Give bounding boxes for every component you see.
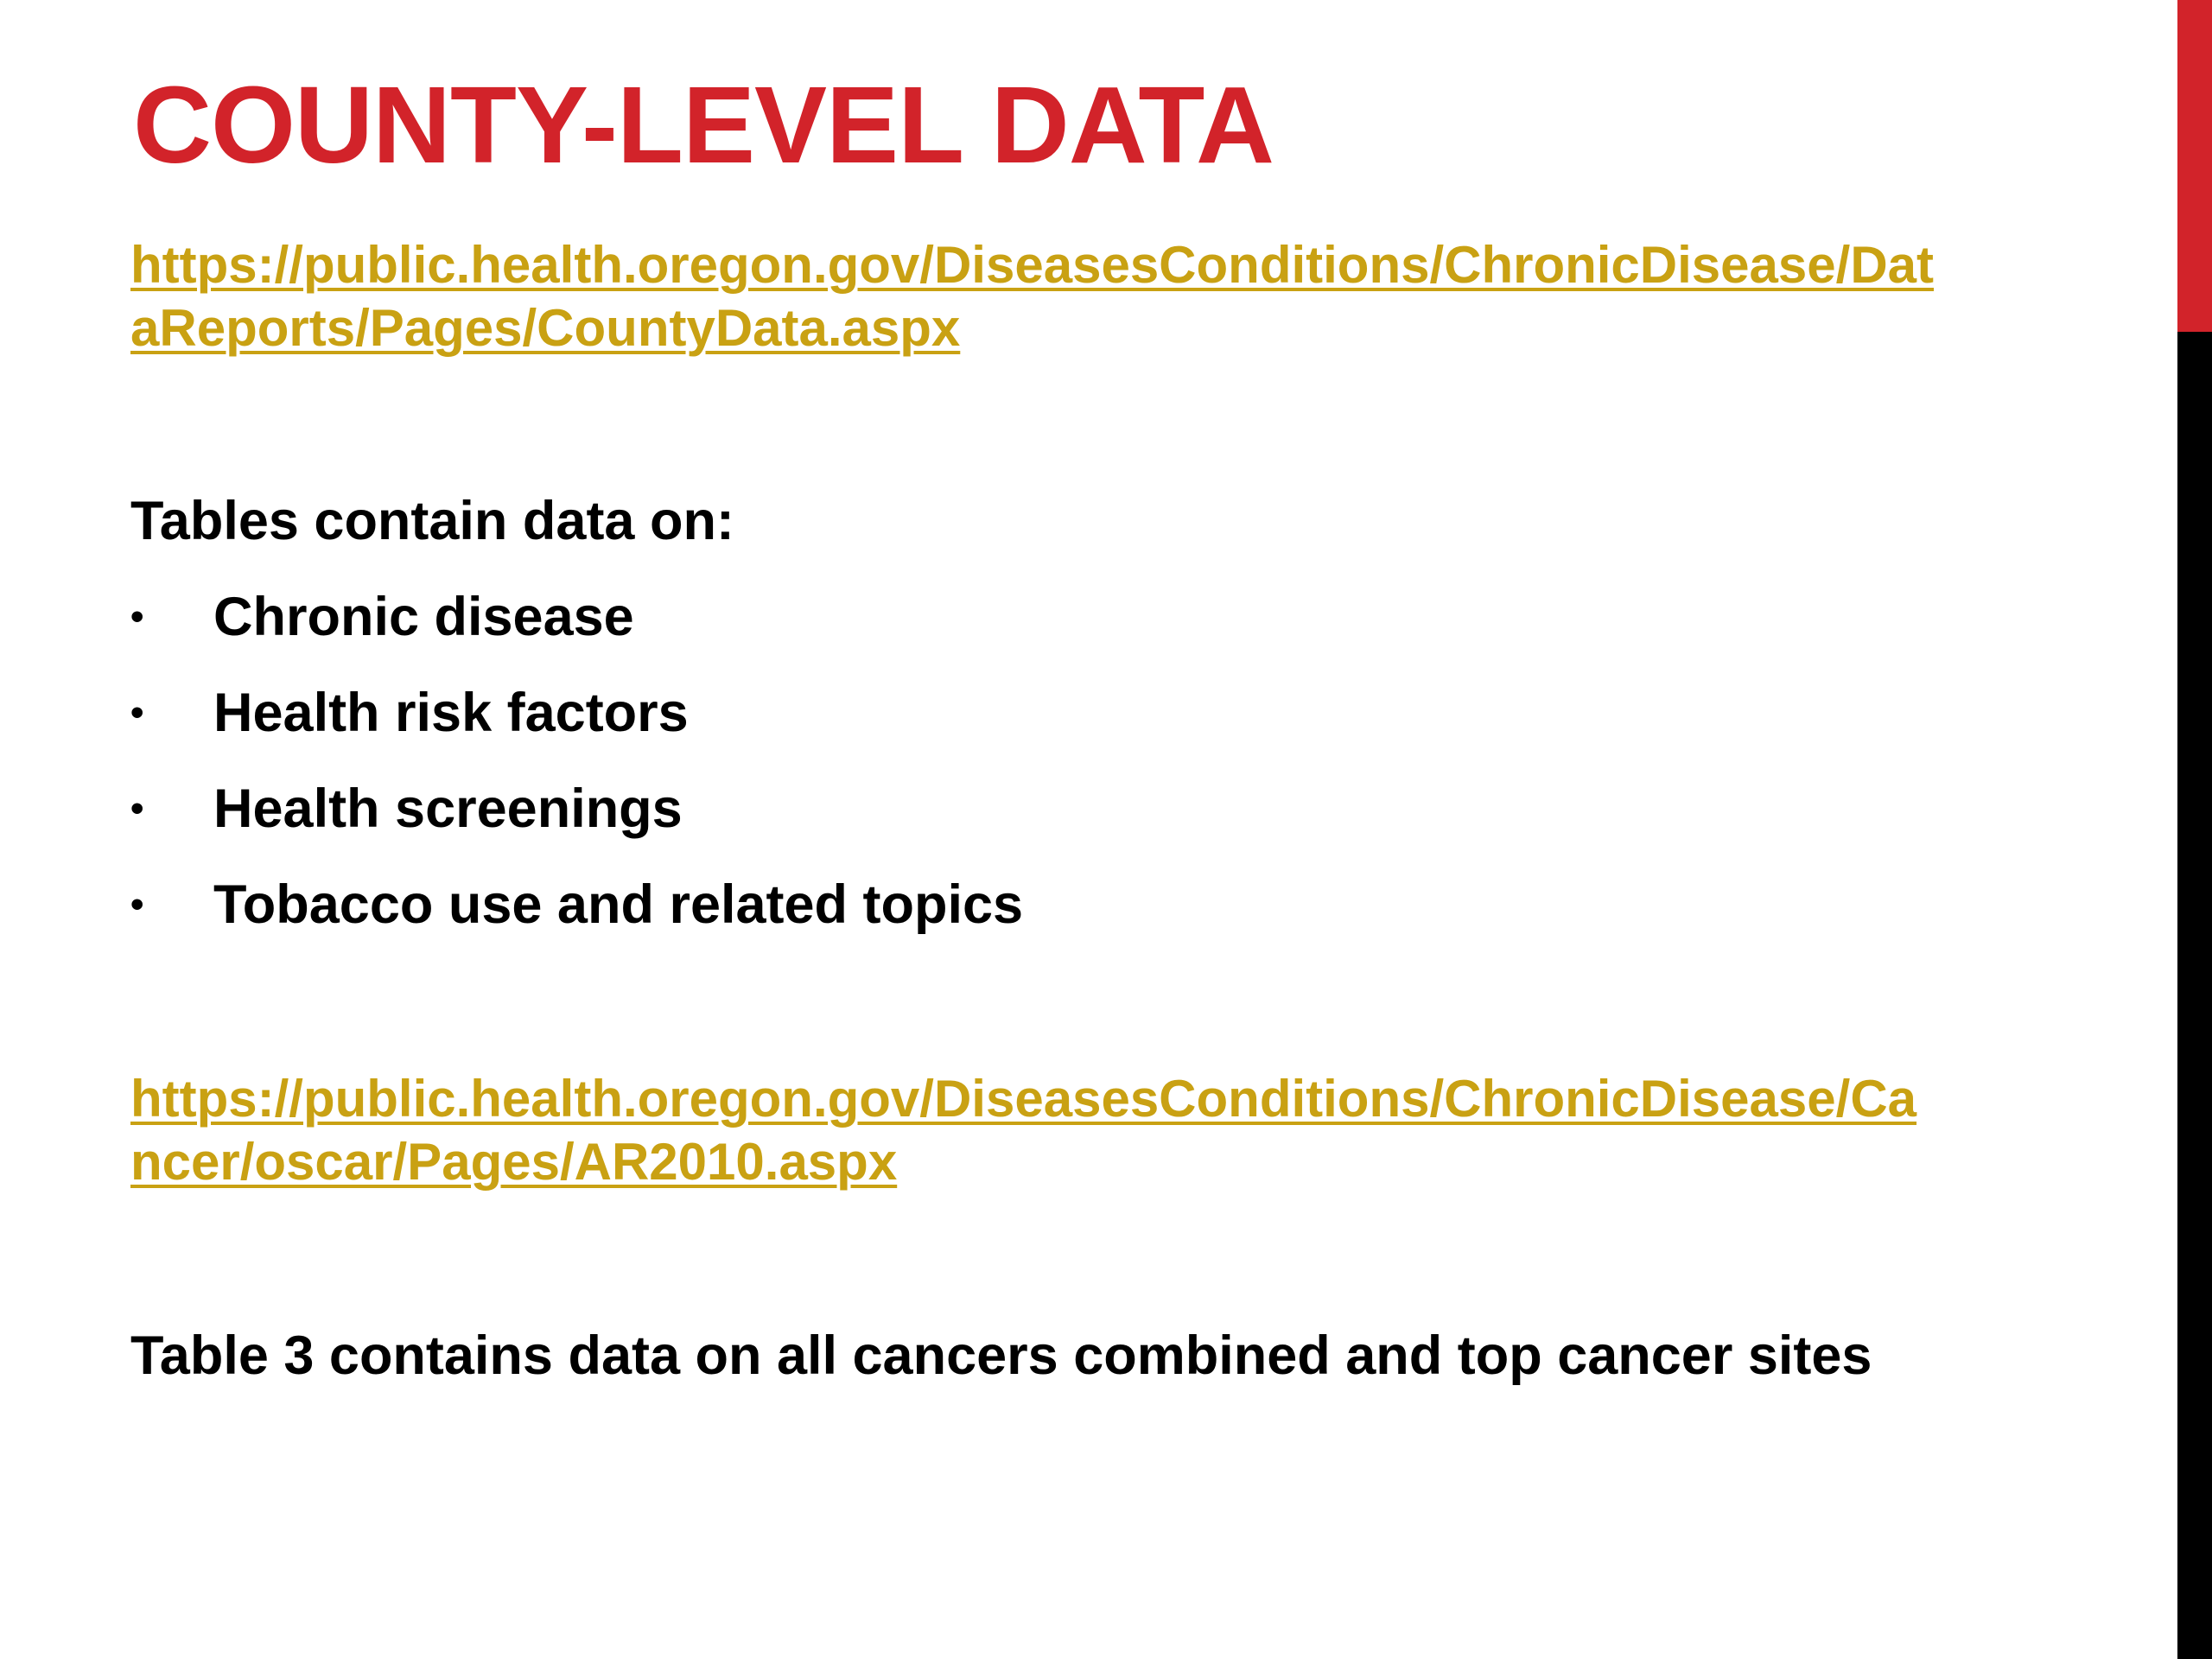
topic-list [130,582,1954,939]
list-item [130,582,1954,652]
table3-description: Table 3 contains data on all cancers combined and top cancer sites [130,1325,1872,1386]
tables-heading: Tables contain data on: [130,491,734,551]
bullet-icon: • [130,787,144,830]
list-item-label: Health screenings [213,779,683,839]
list-item [130,678,1954,747]
list-item-label: Health risk factors [213,683,689,743]
bullet-icon: • [130,595,144,638]
list-item [130,870,1954,939]
list-item-label: Tobacco use and related topics [213,874,1024,935]
accent-bar-red [2177,0,2212,332]
county-data-link[interactable]: https://public.health.oregon.gov/DiseasesConditions/ChronicDisease/DataReports/Pages/CountyData.aspx [130,236,1934,357]
list-item-label: Chronic disease [213,587,634,647]
bullet-icon: • [130,691,144,734]
bullet-icon: • [130,883,144,925]
slide-title: COUNTY-LEVEL DATA [133,64,1274,186]
cancer-registry-link[interactable]: https://public.health.oregon.gov/DiseasesConditions/ChronicDisease/Cancer/oscar/Pages/AR2010.aspx [130,1070,1917,1191]
list-item [130,774,1954,843]
slide-content [130,233,1954,1388]
